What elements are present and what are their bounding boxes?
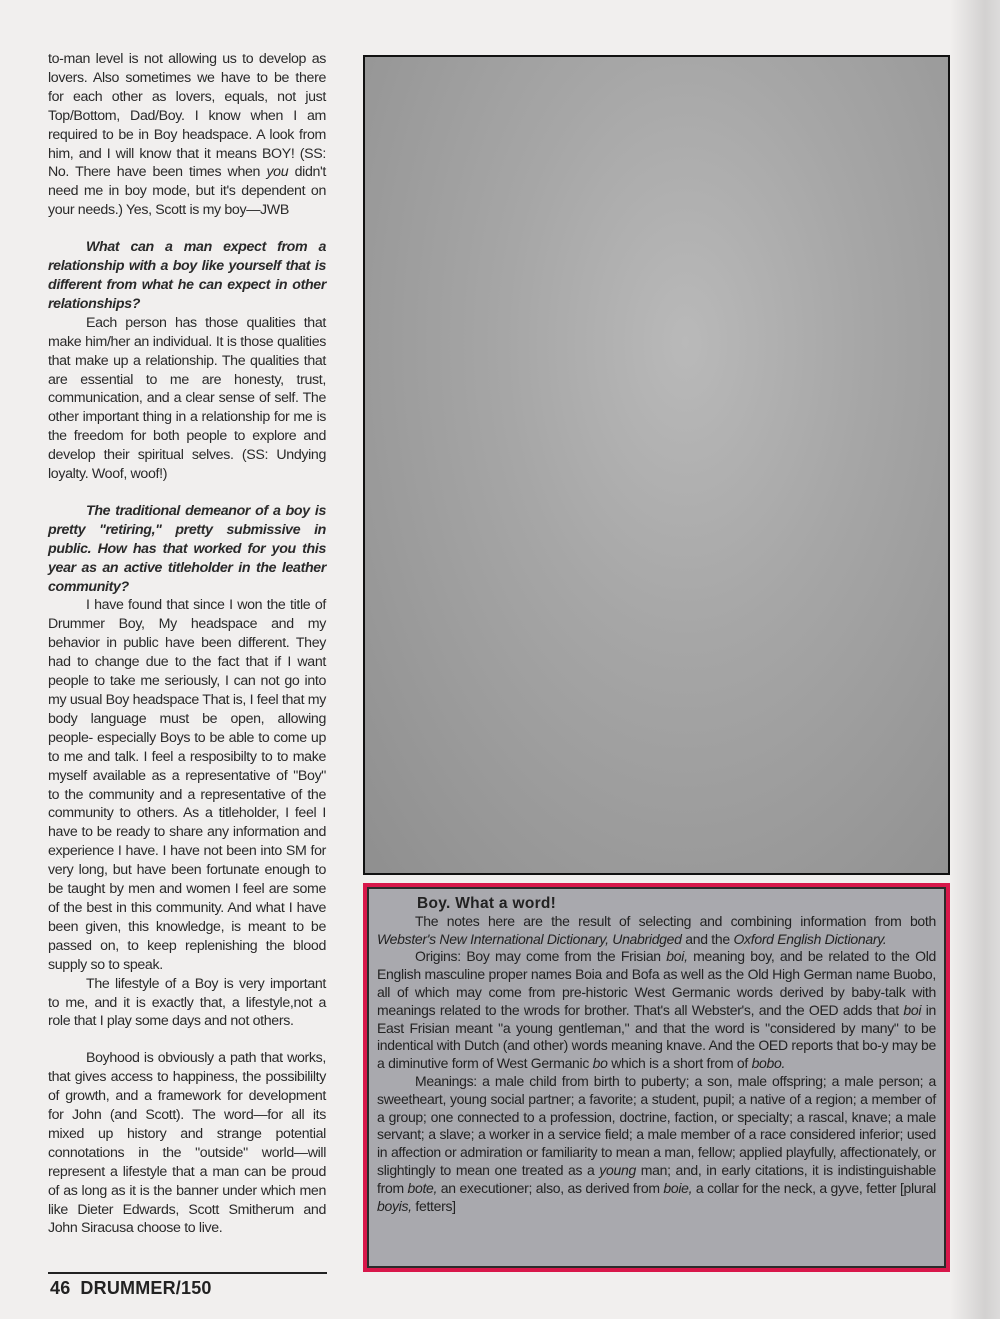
interview-question [48,502,326,597]
sidebar-title: Boy. What a word! [417,895,557,912]
paragraph-text: Boyhood is obviously a path that works, that gives access to happiness, the possibililty of growth, and a framework for development for John (and Scott). The word—for all its mixed up history and strange potential connotations in the "outside" world—will represent a lifestyle that a man can be proud of as long as it is the banner under which men like Dieter Edwards, Scott Smitherum and John Siracusa choose to live. [48,1050,326,1237]
italic-text: boyis, [377,1197,412,1214]
sidebar-text: in East Frisian meant "a young gentleman," and that the word is "considered by many" to be indentical with Dutch (and other) words meaning knave. And the OED reports that bo-y may be a diminutive form of West Germanic [377,1001,936,1072]
publication-name: DRUMMER/150 [80,1278,212,1298]
sidebar-box [363,883,950,1272]
italic-text: young [599,1161,636,1178]
paragraph-text: I have found that since I won the title of Drummer Boy, My headspace and my behavior in public have been different. They had to change due to the fact that if I want people to take me seriously, I can not go into my usual Boy headspace That is, I feel that my body language must be open, allowing people- especially Boys to be able to come up to me and talk. I feel a resposibilty to to make myself available as a representative of "Boy" to the community and a representative of the community to others. As a titleholder, I feel I have to be ready to share any information and experience I have. I have not been into SM for very long, but have been fortunate enough to be taught by men and women I feel are some of the best in this community. And what I have been given, this knowledge, is meant to be passed on, to keep replenishing the blood supply so to speak. [48,597,326,973]
sidebar-text: fetters] [411,1197,456,1214]
article-paragraph [48,50,326,220]
sidebar-paragraph [377,913,936,949]
page-number: 46 [50,1278,71,1298]
sidebar-text: and the [681,930,734,947]
paragraph-text: What can a man expect from a relationship with a boy like yourself that is different from what he can expect in other relationships? [48,239,326,312]
scan-edge-shadow [950,0,1000,1319]
footer-rule [48,1272,327,1274]
sidebar-text: The notes here are the result of selecting and combining information from both [415,912,936,929]
italic-text: bo [592,1055,608,1072]
sidebar-text: Origins: Boy may come from the Frisian [415,948,667,965]
sidebar-paragraph [377,948,936,1073]
sidebar-text: which is a short from of [607,1055,752,1072]
sidebar-text: a collar for the neck, a gyve, fetter [plural [692,1179,936,1196]
paragraph-text: The traditional demeanor of a boy is pretty "retiring," pretty submissive in public. How has that worked for you this year as an active titleholder in the leather community? [48,502,326,595]
italic-text: boie, [663,1179,693,1196]
paragraph-text: Each person has those qualities that make him/her an individual. It is those qualities that make up a relationship. The qualities that are essential to me are honesty, trust, communication, and a clear sense of self. The other important thing in a relationship for me is the freedom for both people to explore and develop their spiritual selves. (SS: Undying loyalty. Woof, woof!) [48,314,326,483]
article-paragraph [48,314,326,484]
italic-text: boi, [666,948,688,965]
sidebar-paragraph [377,1073,936,1215]
article-paragraph [48,1049,326,1238]
italic-text: bote, [407,1179,438,1196]
paragraph-text: to-man level is not allowing us to develop as lovers. Also sometimes we have to be there for each other as lovers, equals, not just Top/Bottom, Dad/Boy. I know when I am required to be in Boy headspace. A look from him, and I will know that it means BOY! (SS: No. There have been times when [48,51,326,181]
italic-text: you [266,164,289,181]
sidebar-text: an executioner; also, as derived from [437,1179,664,1196]
italic-text: bobo. [751,1055,786,1072]
article-paragraph [48,596,326,974]
paragraph-text: didn't need me in boy mode, but it's dependent on your needs.) Yes, Scott is my boy—JWB [48,164,326,219]
sidebar-text: meaning boy, and be related to the Old English masculine proper names Boia and Bofa as well as the Old High German name Buobo, all of which may come from pre-historic West Germanic words derived by baby-talk with meanings related to the wrods for brother. That's all Webster's, and the OED adds that [377,948,936,1018]
sidebar-text: man; and, in early citations, it is indistinguishable from [377,1161,937,1196]
interview-question [48,238,326,314]
folio [50,1278,212,1299]
paragraph-text: The lifestyle of a Boy is very important to me, and it is exactly that, a lifestyle,not a role that I play some days and not others. [48,975,326,1030]
article-column [48,50,326,1238]
photo [363,55,950,875]
article-paragraph [48,975,326,1032]
italic-text: Webster's New International Dictionary, Unabridged [377,930,682,947]
italic-text: Oxford English Dictionary. [733,930,887,947]
sidebar-text: Meanings: a male child from birth to puberty; a son, male offspring; a male person; a sweetheart, young social partner; a favorite; a student, pupil; a native of a region; a member of a group; one connected to a profession, doctrine, faction, or specialty; a rascal, knave; a male servant; a slave; a worker in a service field; a male member of a race considered inferior; used in affection or admiration or familiarity to mean a man, fellow; applied playfully, affectionately, or slightingly to mean one treated as a [377,1072,936,1178]
italic-text: boi [903,1001,922,1018]
